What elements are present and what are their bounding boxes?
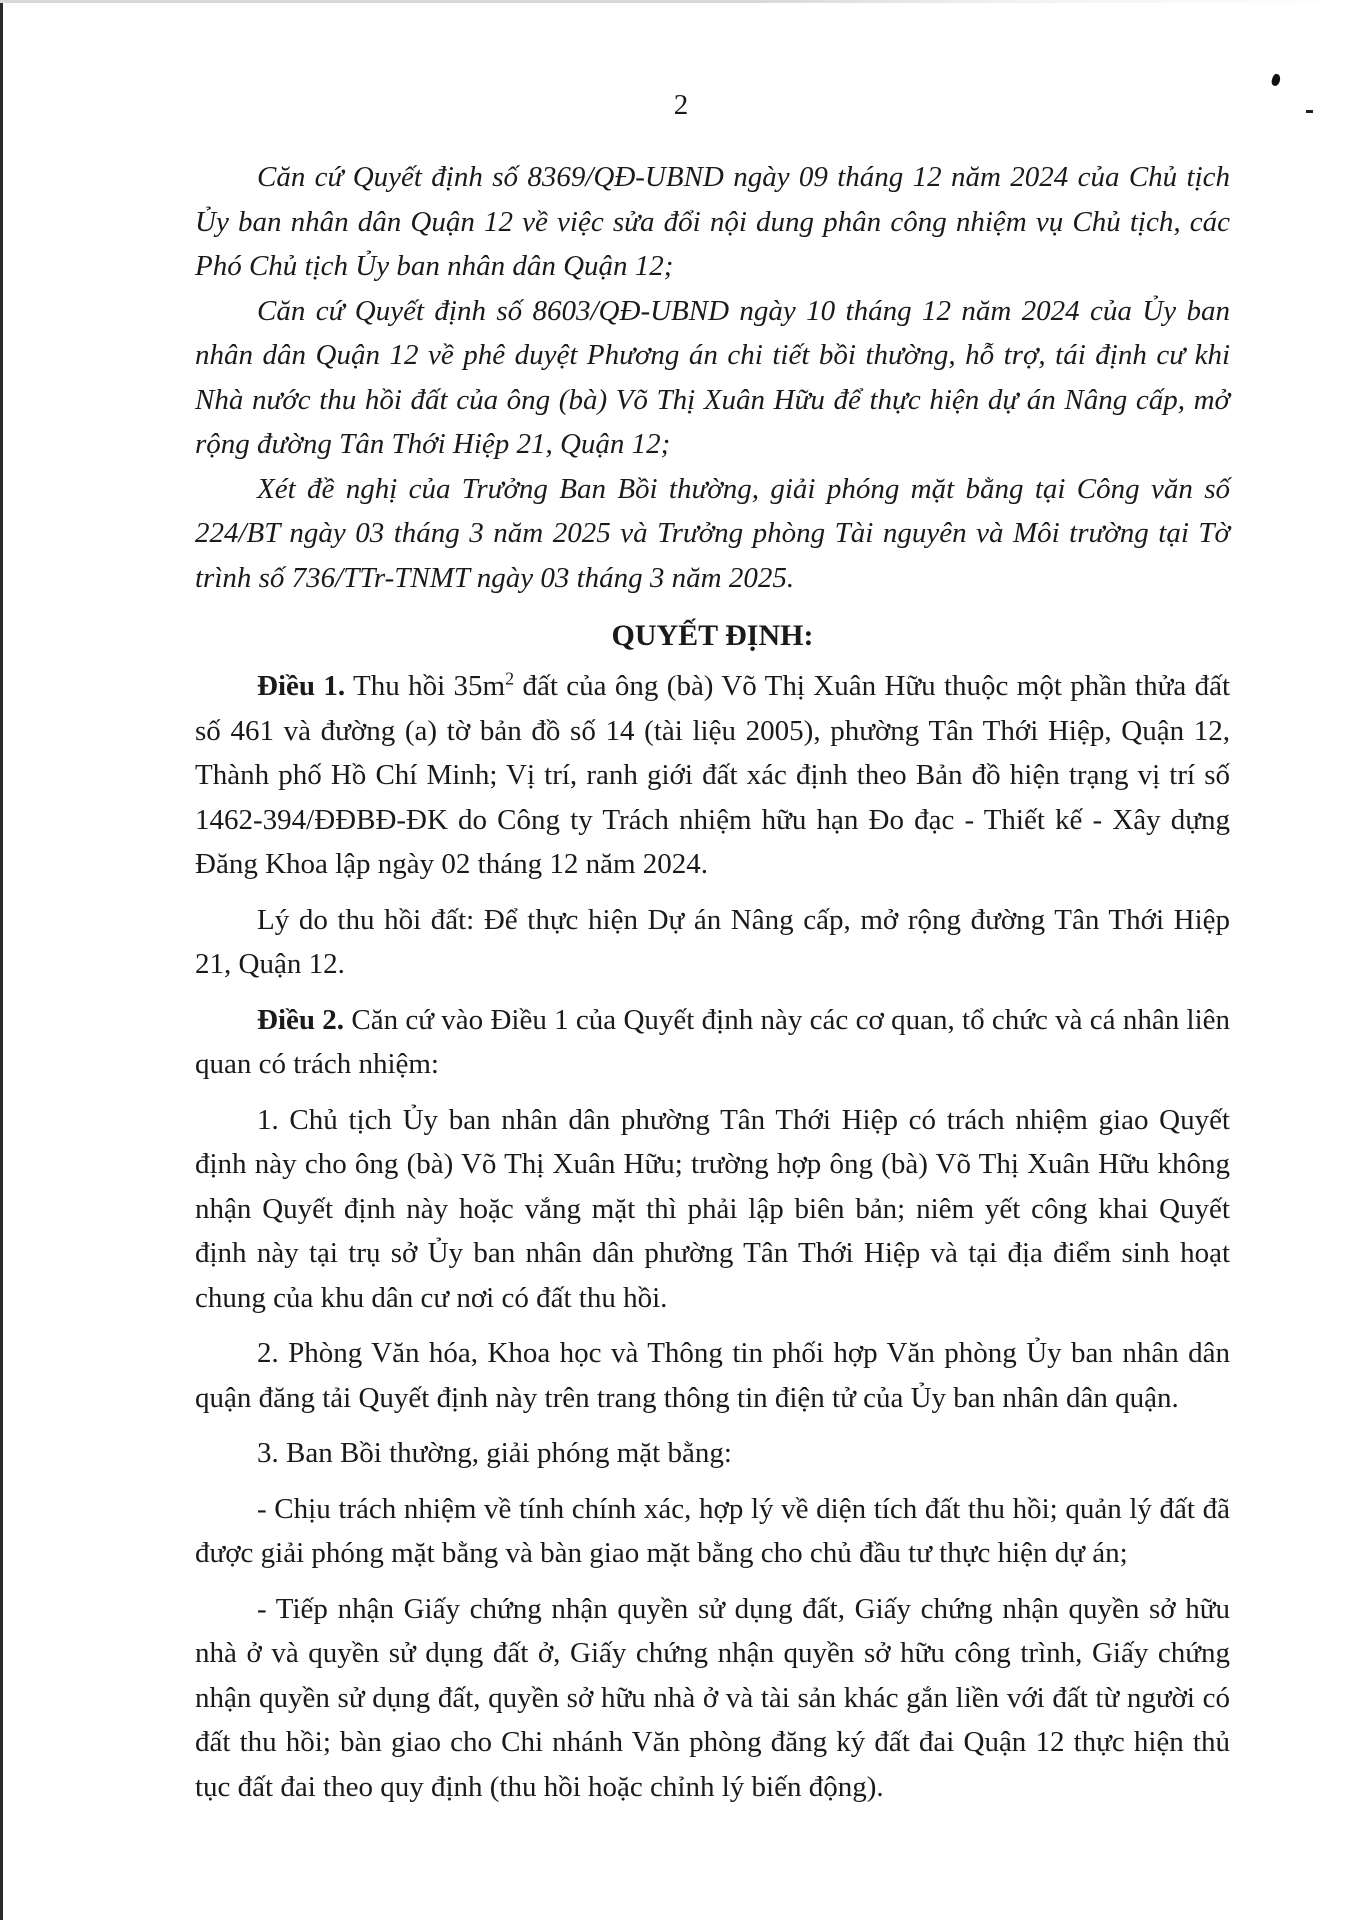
- article-2-item-3-duty-2: - Tiếp nhận Giấy chứng nhận quyền sử dụng đất, Giấy chứng nhận quyền sở hữu nhà ở và quyền sử dụng đất ở, Giấy chứng nhận quyền sở hữu công trình, Giấy chứng nhận quyền sử dụng đất, quyền sở hữu nhà ở và tài sản khác gắn liền với đất từ người có đất thu hồi; bàn giao cho Chi nhánh Văn phòng đăng ký đất đai Quận 12 thực hiện thủ tục đất đai theo quy định (thu hồi hoặc chỉnh lý biến động).: [195, 1592, 1230, 1803]
- article-1-text-start: Thu hồi 35m: [345, 670, 506, 702]
- preamble-proposal: Xét đề nghị của Trưởng Ban Bồi thường, giải phóng mặt bằng tại Công văn số 224/BT ngày 03 tháng 3 năm 2025 và Trưởng phòng Tài nguyên và Môi trường tại Tờ trình số 736/TTr-TNMT ngày 03 tháng 3 năm 2025.: [195, 472, 1230, 594]
- article-2-item-3: 3. Ban Bồi thường, giải phóng mặt bằng:: [257, 1437, 732, 1469]
- article-2-intro: Căn cứ vào Điều 1 của Quyết định này các cơ quan, tổ chức và cá nhân liên quan có trách nhiệm:: [195, 1003, 1231, 1080]
- article-2-label: Điều 2.: [257, 1003, 345, 1036]
- page-number: 2: [673, 89, 689, 121]
- scan-speck: [1270, 73, 1282, 87]
- preamble-basis-decision-8369: Căn cứ Quyết định số 8369/QĐ-UBND ngày 09 tháng 12 năm 2024 của Chủ tịch Ủy ban nhân dân Quận 12 về việc sửa đổi nội dung phân công nhiệm vụ Chủ tịch, các Phó Chủ tịch Ủy ban nhân dân Quận 12;: [195, 161, 1230, 282]
- article-1-text-rest: đất của ông (bà) Võ Thị Xuân Hữu thuộc một phần thửa đất số 461 và đường (a) tờ bản đồ số 14 (tài liệu 2005), phường Tân Thới Hiệp, Quận 12, Thành phố Hồ Chí Minh; Vị trí, ranh giới đất xác định theo Bản đồ hiện trạng vị trí số 1462-394/ĐĐBĐ-ĐK do Công ty Trách nhiệm hữu hạn Đo đạc - Thiết kế - Xây dựng Đăng Khoa lập ngày 02 tháng 12 năm 2024.: [195, 670, 1231, 880]
- article-2-item-1: 1. Chủ tịch Ủy ban nhân dân phường Tân Thới Hiệp có trách nhiệm giao Quyết định này cho ông (bà) Võ Thị Xuân Hữu; trường hợp ông (bà) Võ Thị Xuân Hữu không nhận Quyết định này hoặc vắng mặt thì phải lập biên bản; niêm yết công khai Quyết định này tại trụ sở Ủy ban nhân dân phường Tân Thới Hiệp và tại địa điểm sinh hoạt chung của khu dân cư nơi có đất thu hồi.: [195, 1103, 1230, 1314]
- area-unit-superscript: 2: [505, 668, 515, 689]
- scan-left-edge: [0, 0, 3, 1920]
- preamble-basis-decision-8603: Căn cứ Quyết định số 8603/QĐ-UBND ngày 10 tháng 12 năm 2024 của Ủy ban nhân dân Quận 12 về phê duyệt Phương án chi tiết bồi thường, hỗ trợ, tái định cư khi Nhà nước thu hồi đất của ông (bà) Võ Thị Xuân Hữu để thực hiện dự án Nâng cấp, mở rộng đường Tân Thới Hiệp 21, Quận 12;: [195, 294, 1230, 460]
- decision-heading: QUYẾT ĐỊNH:: [611, 619, 814, 652]
- article-2-item-2: 2. Phòng Văn hóa, Khoa học và Thông tin phối hợp Văn phòng Ủy ban nhân dân quận đăng tải Quyết định này trên trang thông tin điện tử của Ủy ban nhân dân quận.: [195, 1337, 1230, 1414]
- article-1-reason: Lý do thu hồi đất: Để thực hiện Dự án Nâng cấp, mở rộng đường Tân Thới Hiệp 21, Quận 12.: [195, 903, 1230, 980]
- article-1-label: Điều 1.: [257, 670, 346, 702]
- article-1: [195, 664, 1230, 887]
- article-2-item-3-duty-1: - Chịu trách nhiệm về tính chính xác, hợp lý về diện tích đất thu hồi; quản lý đất đã được giải phóng mặt bằng và bàn giao mặt bằng cho chủ đầu tư thực hiện dự án;: [195, 1492, 1230, 1569]
- document-body: [195, 155, 1230, 1809]
- scan-top-edge: [0, 0, 1362, 3]
- article-2: [195, 998, 1230, 1087]
